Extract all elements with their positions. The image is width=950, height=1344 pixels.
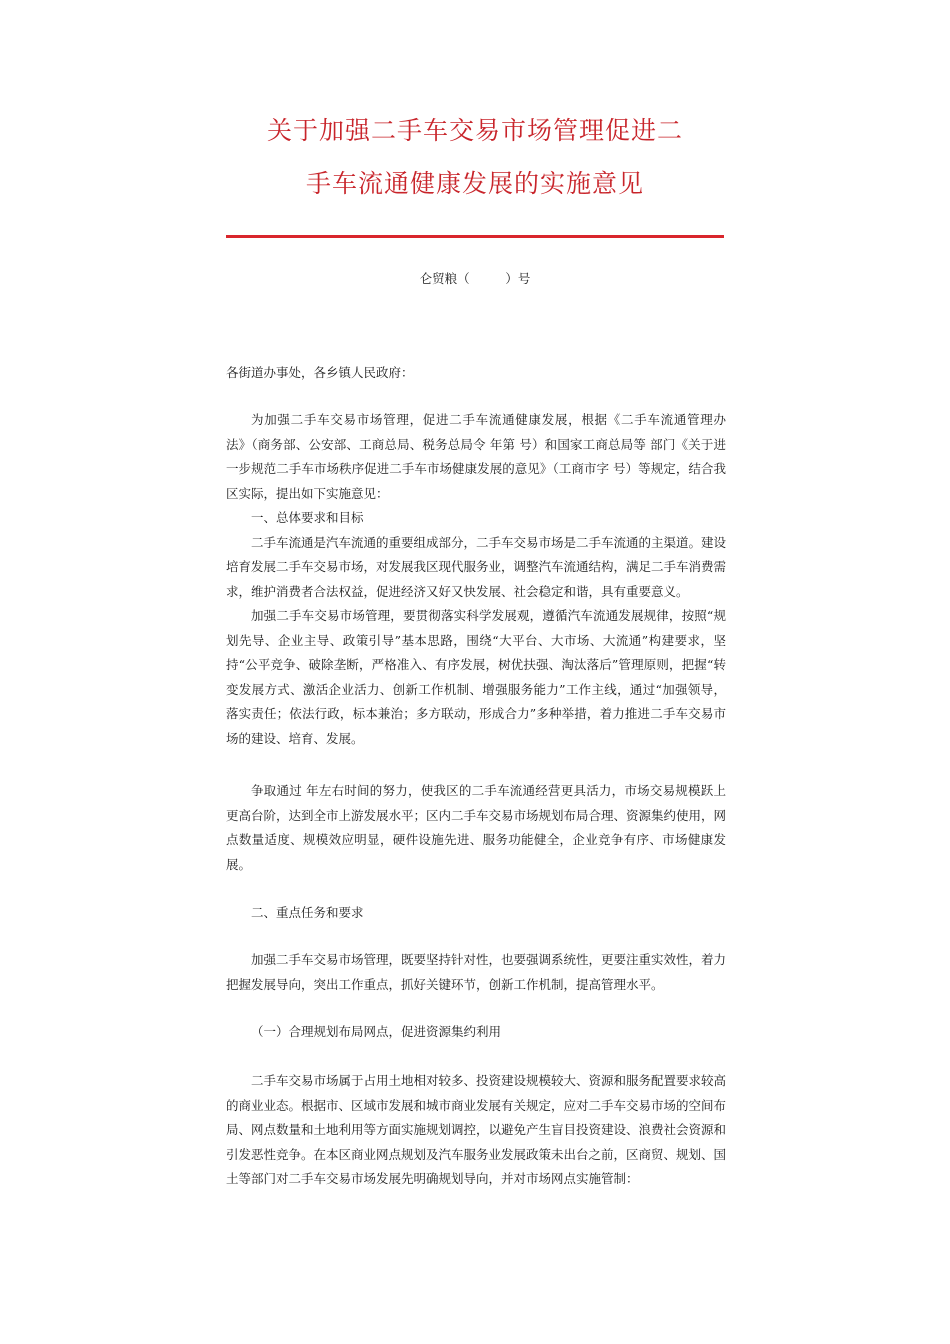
subsection-1-body-block bbox=[226, 1069, 726, 1192]
subsection-1-heading: （一）合理规划布局网点，促进资源集约利用 bbox=[251, 1024, 502, 1039]
section-1-paragraph-2: 加强二手车交易市场管理，要贯彻落实科学发展观，遵循汽车流通发展规律，按照“规划先导、企业主导、政策引导”基本思路，围绕“大平台、大市场、大流通”构建要求，坚持“公平竞争、破除垄断，严格准入、有序发展，树优扶强、淘汰落后”管理原则，把握“转变发展方式、激活企业活力、创新工作机制、增强服务能力”工作主线，通过“加强领导，落实责任；依法行政，标本兼治；多方联动，形成合力”多种举措，着力推进二手车交易市场的建设、培育、发展。 bbox=[226, 608, 726, 746]
section-1-heading: 一、总体要求和目标 bbox=[251, 510, 364, 525]
salutation: 各街道办事处，各乡镇人民政府： bbox=[226, 365, 414, 380]
document-title-line-1: 关于加强二手车交易市场管理促进二 bbox=[266, 116, 683, 145]
section-2-heading: 二、重点任务和要求 bbox=[251, 905, 364, 920]
section-2-intro-block bbox=[226, 948, 726, 997]
subsection-1-paragraph-1: 二手车交易市场属于占用土地相对较多、投资建设规模较大、资源和服务配置要求较高的商业业态。根据市、区域市发展和城市商业发展有关规定，应对二手车交易市场的空间布局、网点数量和土地利用等方面实施规划调控，以避免产生盲目投资建设、浪费社会资源和引发恶性竞争。在本区商业网点规划及汽车服务业发展政策未出台之前，区商贸、规划、国土等部门对二手车交易市场发展先明确规划导向，并对市场网点实施管制： bbox=[226, 1073, 727, 1186]
goals-section bbox=[226, 779, 726, 877]
section-2-heading-block bbox=[226, 901, 726, 926]
red-header-divider bbox=[226, 235, 724, 238]
salutation-block bbox=[226, 361, 726, 386]
intro-section bbox=[226, 408, 726, 751]
section-1-paragraph-1: 二手车流通是汽车流通的重要组成部分，二手车交易市场是二手车流通的主渠道。建设培育发展二手车交易市场，对发展我区现代服务业，调整汽车流通结构，满足二手车消费需求，维护消费者合法权益，促进经济又好又快发展、社会稳定和谐，具有重要意义。 bbox=[226, 534, 727, 599]
document-number: 仑贸粮（ ）号 bbox=[419, 271, 531, 286]
document-title-line-2: 手车流通健康发展的实施意见 bbox=[305, 169, 644, 198]
subsection-1-heading-block bbox=[226, 1020, 726, 1045]
intro-paragraph: 为加强二手车交易市场管理，促进二手车流通健康发展，根据《二手车流通管理办法》（商务部、公安部、工商总局、税务总局令 年第 号）和国家工商总局等 部门《关于进一步规范二手车市场秩序促进二手车市场健康发展的意见》（工商市字 号）等规定，结合我区实际，提出如下实施意见： bbox=[226, 412, 726, 501]
section-2-paragraph-1: 加强二手车交易市场管理，既要坚持针对性，也要强调系统性，更要注重实效性，着力把握发展导向，突出工作重点，抓好关键环节，创新工作机制，提高管理水平。 bbox=[226, 952, 727, 992]
section-1-paragraph-3: 争取通过 年左右时间的努力，使我区的二手车流通经营更具活力，市场交易规模跃上更高台阶，达到全市上游发展水平；区内二手车交易市场规划布局合理、资源集约使用，网点数量适度、规模效应明显，硬件设施先进、服务功能健全，企业竞争有序、市场健康发展。 bbox=[226, 783, 727, 872]
